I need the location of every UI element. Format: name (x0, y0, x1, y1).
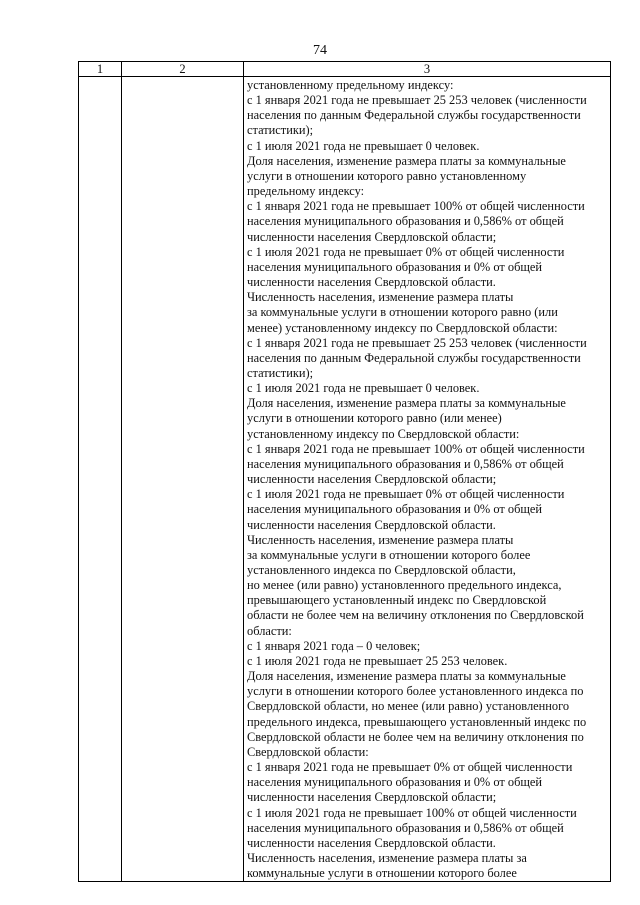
text-line: услуги в отношении которого равно установленному (247, 168, 527, 183)
table-header-row (79, 62, 611, 77)
text-line: с 1 января 2021 года не превышает 100% от общей численности (247, 199, 585, 214)
text-line: Численность населения, изменение размера платы за (247, 850, 527, 865)
text-line: с 1 января 2021 года не превышает 100% от общей численности (247, 441, 585, 456)
text-line: за коммунальные услуги в отношении которого более (247, 547, 531, 562)
text-line: области не более чем на величину отклонения по Свердловской (247, 608, 584, 623)
text-line: предельного индекса, превышающего установленный индекс по (247, 714, 587, 729)
column-header-3: 3 (244, 62, 611, 77)
cell-column-3-text (244, 77, 610, 881)
text-line: численности населения Свердловской области. (247, 835, 496, 850)
text-line: с 1 января 2021 года не превышает 25 253 человек (численности (247, 335, 587, 350)
text-line: установленному индексу по Свердловской области: (247, 426, 520, 441)
table-row (79, 77, 611, 882)
text-line: численности населения Свердловской области. (247, 517, 496, 532)
text-line: с 1 января 2021 года не превышает 0% от общей численности (247, 760, 573, 775)
text-line: статистики); (247, 123, 314, 138)
text-line: но менее (или равно) установленного предельного индекса, (247, 578, 562, 593)
text-line: предельному индексу: (247, 184, 365, 199)
text-line: коммунальные услуги в отношении которого более (247, 866, 517, 881)
text-line: области: (247, 623, 292, 638)
text-line: установленного индекса по Свердловской области, (247, 563, 516, 577)
text-line: Свердловской области: (247, 744, 369, 759)
text-line: с 1 января 2021 года не превышает 25 253 человек (численности (247, 93, 587, 108)
cell-column-1 (79, 77, 122, 882)
text-line: статистики); (247, 365, 314, 380)
text-line: превышающего установленный индекс по Свердловской (247, 593, 547, 608)
text-line: Доля населения, изменение размера платы за коммунальные (247, 153, 566, 168)
text-line: Свердловской области, но менее (или равно) установленного (247, 699, 570, 714)
text-line: Численность населения, изменение размера платы (247, 290, 514, 305)
text-line: численности населения Свердловской области; (247, 472, 497, 487)
text-line: населения по данным Федеральной службы государственности (247, 350, 581, 365)
text-line: с 1 июля 2021 года не превышает 0 человек. (247, 381, 480, 396)
text-line: с 1 июля 2021 года не превышает 100% от общей численности (247, 805, 577, 820)
text-line: с 1 июля 2021 года не превышает 25 253 человек. (247, 653, 508, 668)
document-table (78, 61, 611, 882)
text-line: населения по данным Федеральной службы государственности (247, 108, 581, 123)
page-number: 74 (313, 43, 327, 58)
text-line: с 1 июля 2021 года не превышает 0 человек. (247, 138, 480, 153)
text-line: Доля населения, изменение размера платы за коммунальные (247, 669, 566, 684)
text-line: населения муниципального образования и 0% от общей (247, 502, 543, 517)
text-line: с 1 июля 2021 года не превышает 0% от общей численности (247, 487, 565, 502)
text-line: численности населения Свердловской области; (247, 790, 497, 805)
text-line: с 1 июля 2021 года не превышает 0% от общей численности (247, 244, 565, 259)
text-line: установленному предельному индексу: (247, 78, 454, 92)
text-line: за коммунальные услуги в отношении которого равно (или (247, 305, 558, 320)
text-line: Численность населения, изменение размера платы (247, 532, 514, 547)
text-line: населения муниципального образования и 0,586% от общей (247, 214, 564, 229)
text-line: населения муниципального образования и 0,586% от общей (247, 456, 564, 471)
text-line: услуги в отношении которого более установленного индекса по (247, 684, 584, 699)
text-line: населения муниципального образования и 0,586% от общей (247, 820, 564, 835)
text-line: менее) установленному индексу по Свердловской области: (247, 320, 558, 335)
text-line: Доля населения, изменение размера платы за коммунальные (247, 396, 566, 411)
text-line: численности населения Свердловской области; (247, 229, 497, 244)
column-header-1: 1 (79, 62, 122, 77)
text-line: услуги в отношении которого равно (или менее) (247, 411, 502, 426)
column-header-2: 2 (122, 62, 244, 77)
cell-column-2 (122, 77, 244, 882)
text-line: численности населения Свердловской области. (247, 275, 496, 290)
text-line: Свердловской области не более чем на величину отклонения по (247, 729, 584, 744)
text-line: населения муниципального образования и 0% от общей (247, 259, 543, 274)
cell-column-3 (244, 77, 611, 882)
text-line: населения муниципального образования и 0% от общей (247, 775, 543, 790)
text-line: с 1 января 2021 года – 0 человек; (247, 638, 421, 653)
